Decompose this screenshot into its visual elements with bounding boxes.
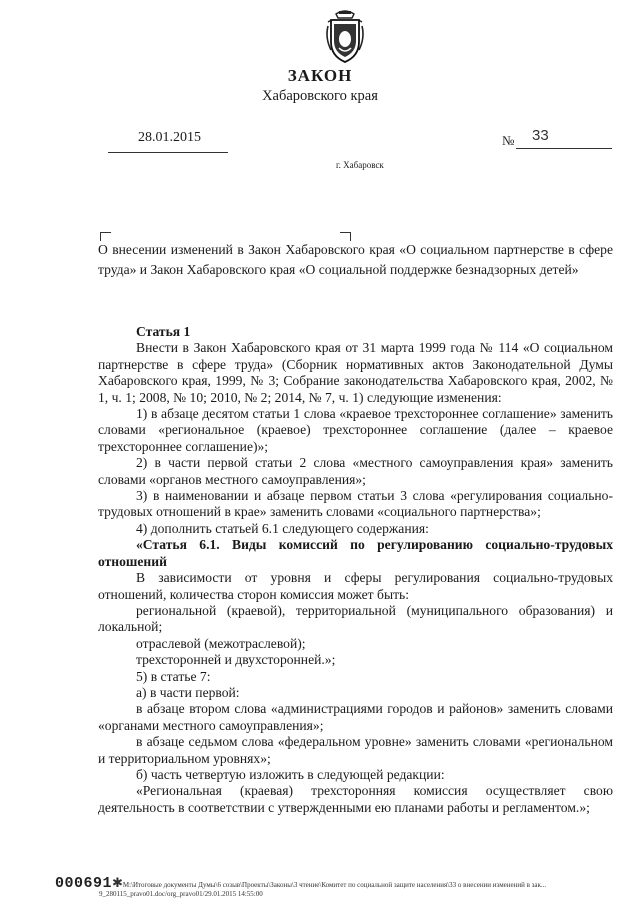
date-underline <box>108 152 228 153</box>
file-path-line2: 9_280115_pravo01.doc/org_pravo01/29.01.2015 14:55:00 <box>99 890 263 898</box>
law-number: 33 <box>532 127 549 144</box>
footer <box>55 875 635 899</box>
paragraph: в абзаце втором слова «администрациями городов и районов» заменить словами «органами местного самоуправления»; <box>98 701 613 733</box>
law-region: Хабаровского края <box>262 88 378 104</box>
paragraph: в абзаце седьмом слова «федеральном уровне» заменить словами «региональном и территориальном уровнях»; <box>98 734 613 766</box>
number-label: № <box>502 133 515 148</box>
paragraph: отраслевой (межотраслевой); <box>136 635 306 651</box>
law-body <box>98 324 613 816</box>
law-title: ЗАКОН <box>287 66 353 85</box>
paragraph: В зависимости от уровня и сферы регулирования социально-трудовых отношений, количества сторон комиссия может быть: <box>98 570 613 602</box>
asterisk-icon: ✱ <box>112 875 123 890</box>
paragraph: 1) в абзаце десятом статьи 1 слова «краевое трехстороннее соглашение» заменить словами «региональное (краевое) трехстороннее соглашение (далее – краевое трехстороннее соглашение)»; <box>98 406 613 454</box>
paragraph: региональной (краевой), территориальной (муниципального образования) и локальной; <box>98 602 613 635</box>
paragraph: трехсторонней и двухсторонней.»; <box>136 652 336 668</box>
paragraph: Внести в Закон Хабаровского края от 31 марта 1999 года № 114 «О социальном партнерстве в сфере труда» (Сборник нормативных актов Законодательной Думы Хабаровского края, 1999, № 3; Собрание законодательства Хабаровского края, 2002, № 1, ч. 1; 2008, № 10; 2010, № 2; 2014, № 7, ч. 1) следующие изменения: <box>98 340 613 405</box>
paragraph: «Региональная (краевая) трехсторонняя комиссия осуществляет свою деятельность в соответствии с утвержденными ею планами работы и регламентом.»; <box>98 783 613 815</box>
paragraph: 3) в наименовании и абзаце первом статьи 3 слова «регулирования социально-трудовых отношений в крае» заменить словами «социального партнерства»; <box>98 488 613 520</box>
city: г. Хабаровск <box>336 160 384 170</box>
coat-of-arms-emblem <box>322 8 368 66</box>
paragraph: а) в части первой: <box>136 684 240 700</box>
registration-number: 000691 <box>55 875 113 892</box>
file-path: М:\Итоговые документы Думы\6 созыв\Проекты\Законы\3 чтение\Комитет по социальной защите населения\33 о внесении изменений в зак... <box>122 881 547 889</box>
paragraph: б) часть четвертую изложить в следующей редакции: <box>136 766 445 782</box>
paragraph: 5) в статье 7: <box>136 668 211 684</box>
article-6-1-title: «Статья 6.1. Виды комиссий по регулированию социально-трудовых отношений <box>98 537 613 569</box>
paragraph: 4) дополнить статьей 6.1 следующего содержания: <box>136 520 429 536</box>
law-date: 28.01.2015 <box>138 130 201 145</box>
law-subject: О внесении изменений в Закон Хабаровского края «О социальном партнерстве в сфере труда» и Закон Хабаровского края «О социальной поддержке безнадзорных детей» <box>98 242 613 277</box>
number-underline <box>516 148 612 149</box>
article-title: Статья 1 <box>136 324 191 339</box>
paragraph: 2) в части первой статьи 2 слова «местного самоуправления края» заменить словами «органов местного самоуправления»; <box>98 455 613 487</box>
